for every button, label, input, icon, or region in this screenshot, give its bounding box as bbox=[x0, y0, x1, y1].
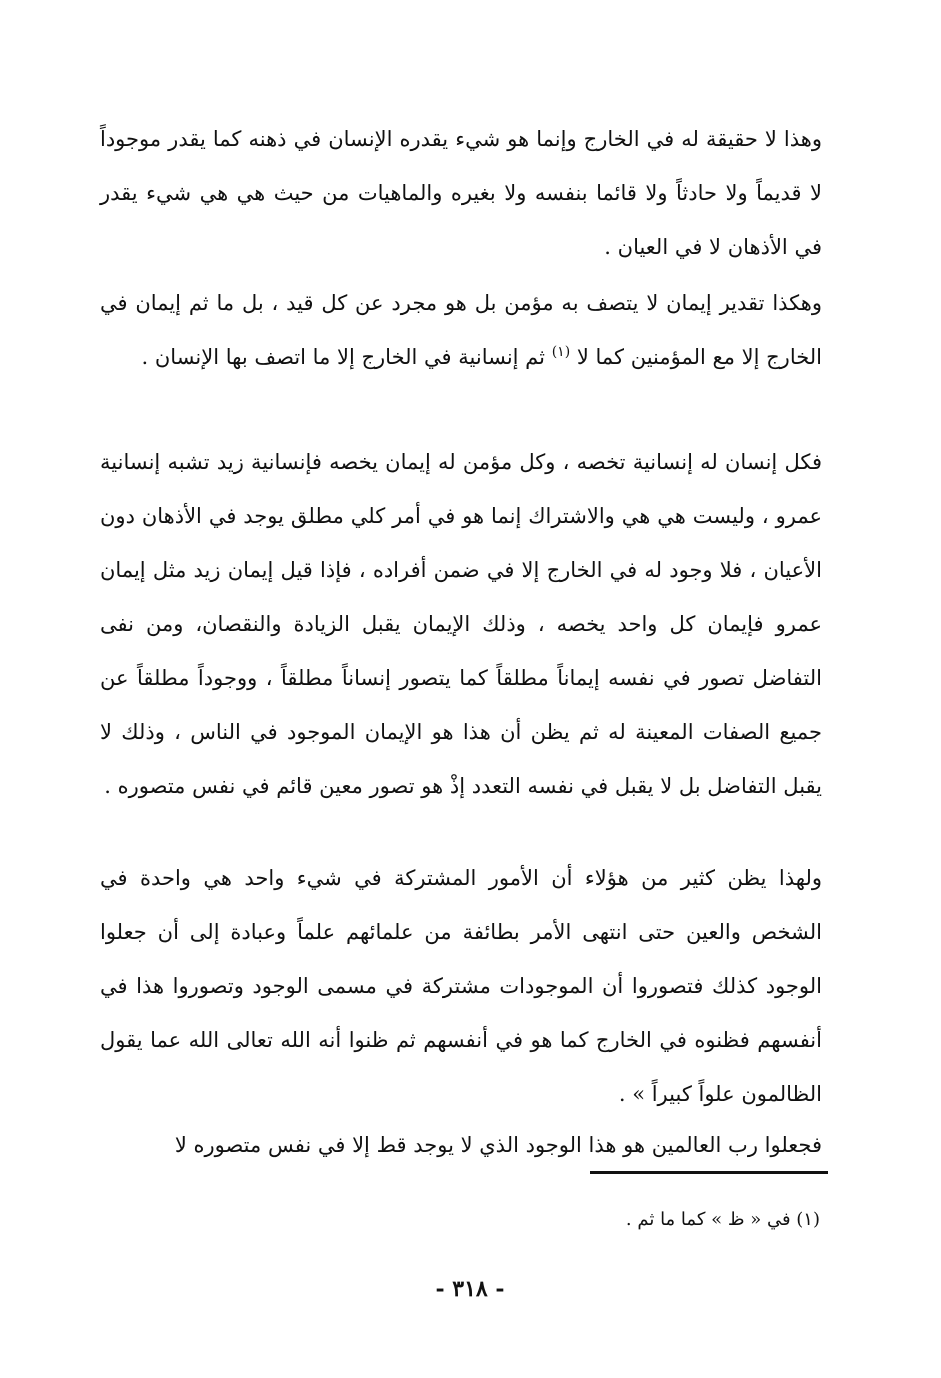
paragraph-5 bbox=[100, 1118, 822, 1172]
paragraph-3 bbox=[100, 435, 822, 813]
page-number: - ٣١٨ - bbox=[435, 1276, 505, 1302]
footnote-marker[interactable]: (١) bbox=[551, 344, 571, 360]
paragraph-text: فجعلوا رب العالمين هو هذا الوجود الذي لا يوجد قط إلا في نفس متصوره لا bbox=[174, 1133, 822, 1157]
paragraph-text: فكل إنسان له إنسانية تخصه ، وكل مؤمن له إيمان يخصه فإنسانية زيد تشبه إنسانية عمرو ، وليست هي هي والاشتراك إنما هو في أمر كلي مطلق يوجد في الأذهان دون الأعيان ، فلا وجود له في الخارج إلا في ضمن أفراده ، فإذا قيل إيمان زيد مثل إيمان عمرو فإيمان كل واحد يخصه ، وذلك الإيمان يقبل الزيادة والنقصان، ومن نفى التفاضل تصور في نفسه إيماناً مطلقاً كما يتصور إنساناً مطلقاً ، ووجوداً مطلقاً عن جميع الصفات المعينة له ثم يظن أن هذا هو الإيمان الموجود في الناس ، وذلك لا يقبل التفاضل بل لا يقبل في نفسه التعدد إذْ هو تصور معين قائم في نفس متصوره . bbox=[100, 450, 823, 798]
paragraph-text: ولهذا يظن كثير من هؤلاء أن الأمور المشتركة في شيء واحد هي واحدة في الشخص والعين حتى انتهى الأمر بطائفة من علمائهم علماً وعبادة إلى أن جعلوا الوجود كذلك فتصوروا أن الموجودات مشتركة في مسمى الوجود وتصوروا هذا في أنفسهم فظنوه في الخارج كما هو في أنفسهم ثم ظنوا أنه الله تعالى الله عما يقول الظالمون علواً كبيراً » . bbox=[100, 866, 822, 1106]
paragraph-text-after-marker: ثم إنسانية في الخارج إلا ما اتصف بها الإنسان . bbox=[141, 345, 546, 369]
footnote: (١) في « ظ » كما ما ثم . bbox=[625, 1209, 820, 1230]
paragraph-4 bbox=[100, 851, 822, 1121]
paragraph-text bbox=[100, 276, 822, 384]
paragraph-text-before-marker: وهكذا تقدير إيمان لا يتصف به مؤمن بل هو مجرد عن كل قيد ، بل ما ثم إيمان في الخارج إلا مع المؤمنين كما لا bbox=[100, 291, 822, 369]
footnote-divider bbox=[590, 1171, 828, 1174]
paragraph-1 bbox=[100, 112, 822, 274]
paragraph-2 bbox=[100, 276, 822, 384]
paragraph-text: وهذا لا حقيقة له في الخارج وإنما هو شيء يقدره الإنسان في ذهنه كما يقدر موجوداً لا قديماً ولا حادثاً ولا قائما بنفسه ولا بغيره والماهيات من حيث هي هي شيء يقدر في الأذهان لا في العيان . bbox=[100, 127, 822, 259]
